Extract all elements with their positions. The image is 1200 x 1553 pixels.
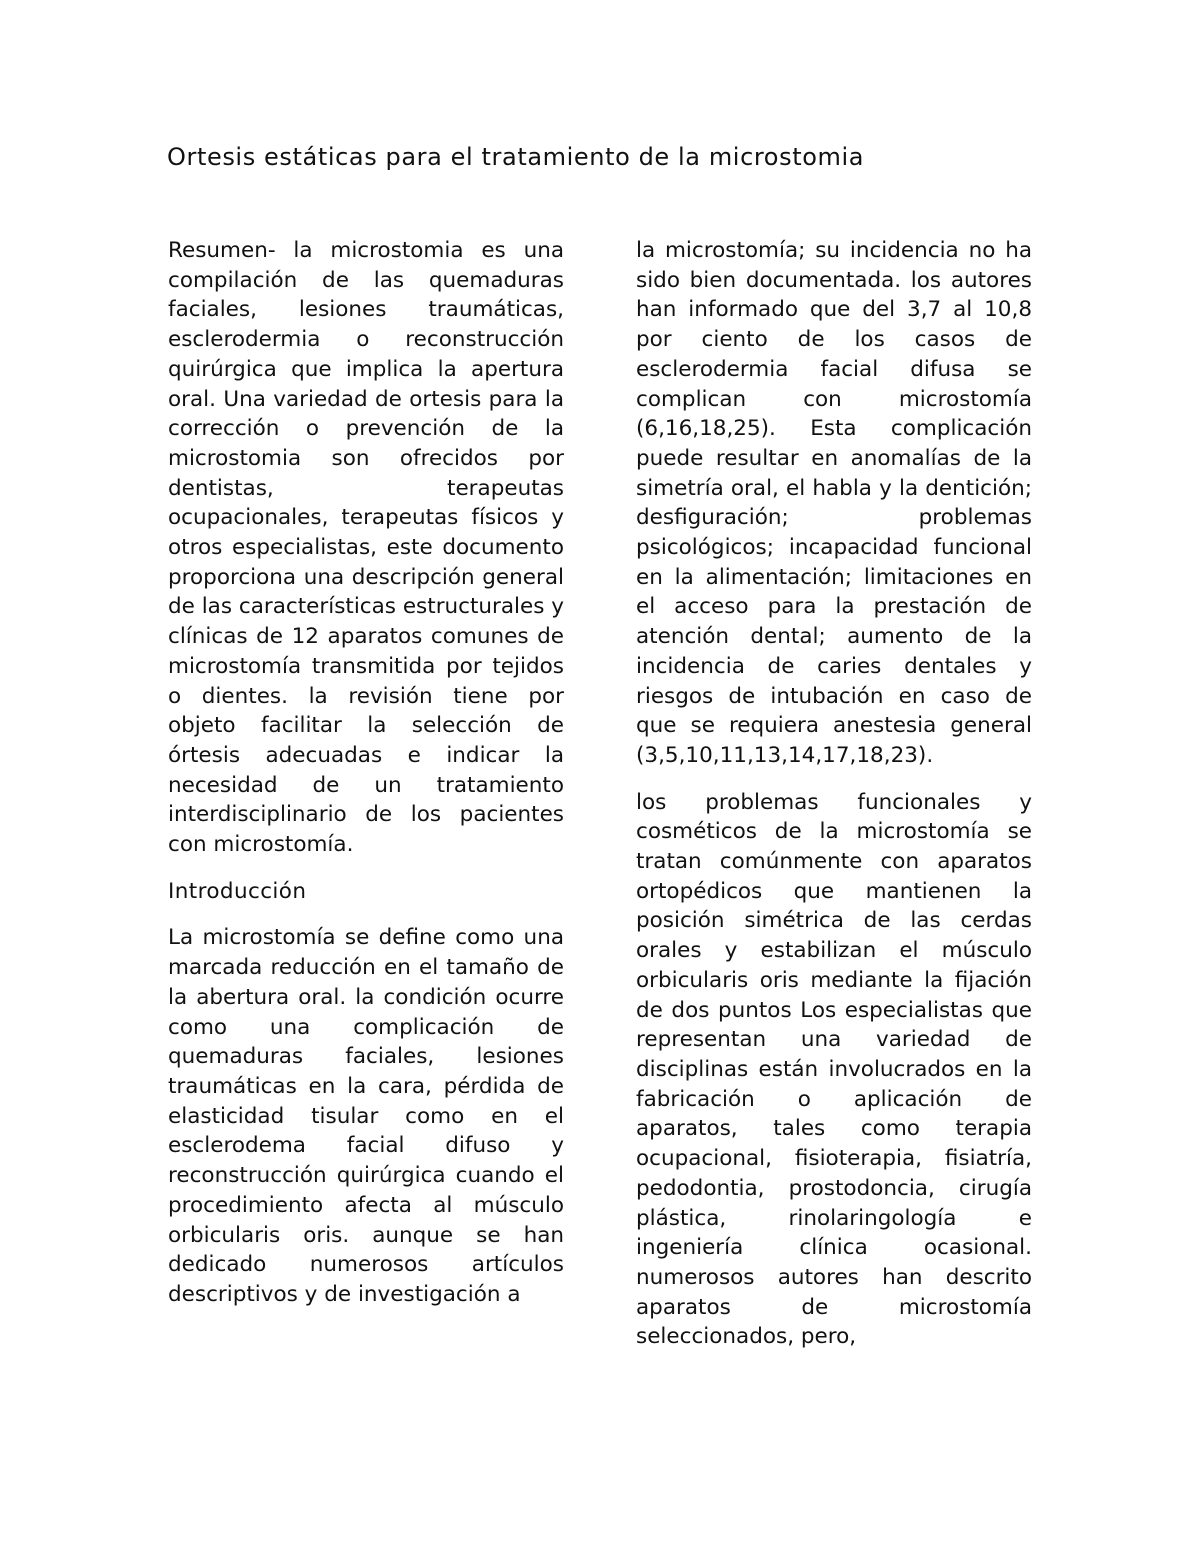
section-heading-introduction: Introducción bbox=[168, 878, 307, 904]
document-title: Ortesis estáticas para el tratamiento de la microstomia bbox=[167, 143, 865, 171]
body-paragraph-2: los problemas funcionales y cosméticos de la microstomía se tratan comúnmente con aparatos ortopédicos que mantienen la posición simétrica de las cerdas orales y estabilizan el músculo orbicularis oris mediante la fijación de dos puntos Los especialistas que representan una variedad de disciplinas están involucrados en la fabricación o aplicación de aparatos, tales como terapia ocupacional, fisioterapia, fisiatría, pedodontia, prostodoncia, cirugía plástica, rinolaringología e ingeniería clínica ocasional. numerosos autores han descrito aparatos de microstomía seleccionados, pero, bbox=[636, 789, 1032, 1350]
abstract-paragraph: Resumen- la microstomia es una compilación de las quemaduras faciales, lesiones traumáticas, esclerodermia o reconstrucción quirúrgica que implica la apertura oral. Una variedad de ortesis para la corrección o prevención de la microstomia son ofrecidos por dentistas, terapeutas ocupacionales, terapeutas físicos y otros especialistas, este documento proporciona una descripción general de las características estructurales y clínicas de 12 aparatos comunes de microstomía transmitida por tejidos o dientes. la revisión tiene por objeto facilitar la selección de órtesis adecuadas e indicar la necesidad de un tratamiento interdisciplinario de los pacientes con microstomía. bbox=[168, 238, 565, 858]
right-column bbox=[636, 236, 1032, 1352]
introduction-paragraph: La microstomía se define como una marcada reducción en el tamaño de la abertura oral. la condición ocurre como una complicación de quemaduras faciales, lesiones traumáticas en la cara, pérdida de elasticidad tisular como en el esclerodema facial difuso y reconstrucción quirúrgica cuando el procedimiento afecta al músculo orbicularis oris. aunque se han dedicado numerosos artículos descriptivos y de investigación a bbox=[168, 925, 564, 1307]
left-column bbox=[168, 236, 564, 1310]
body-paragraph-1: la microstomía; su incidencia no ha sido bien documentada. los autores han informado que del 3,7 al 10,8 por ciento de los casos de esclerodermia facial difusa se complican con microstomía (6,16,18,25). Esta complicación puede resultar en anomalías de la simetría oral, el habla y la dentición; desfiguración; problemas psicológicos; incapacidad funcional en la alimentación; limitaciones en el acceso para la prestación de atención dental; aumento de la incidencia de caries dentales y riesgos de intubación en caso de que se requiera anestesia general (3,5,10,11,13,14,17,18,23). bbox=[636, 238, 1032, 768]
